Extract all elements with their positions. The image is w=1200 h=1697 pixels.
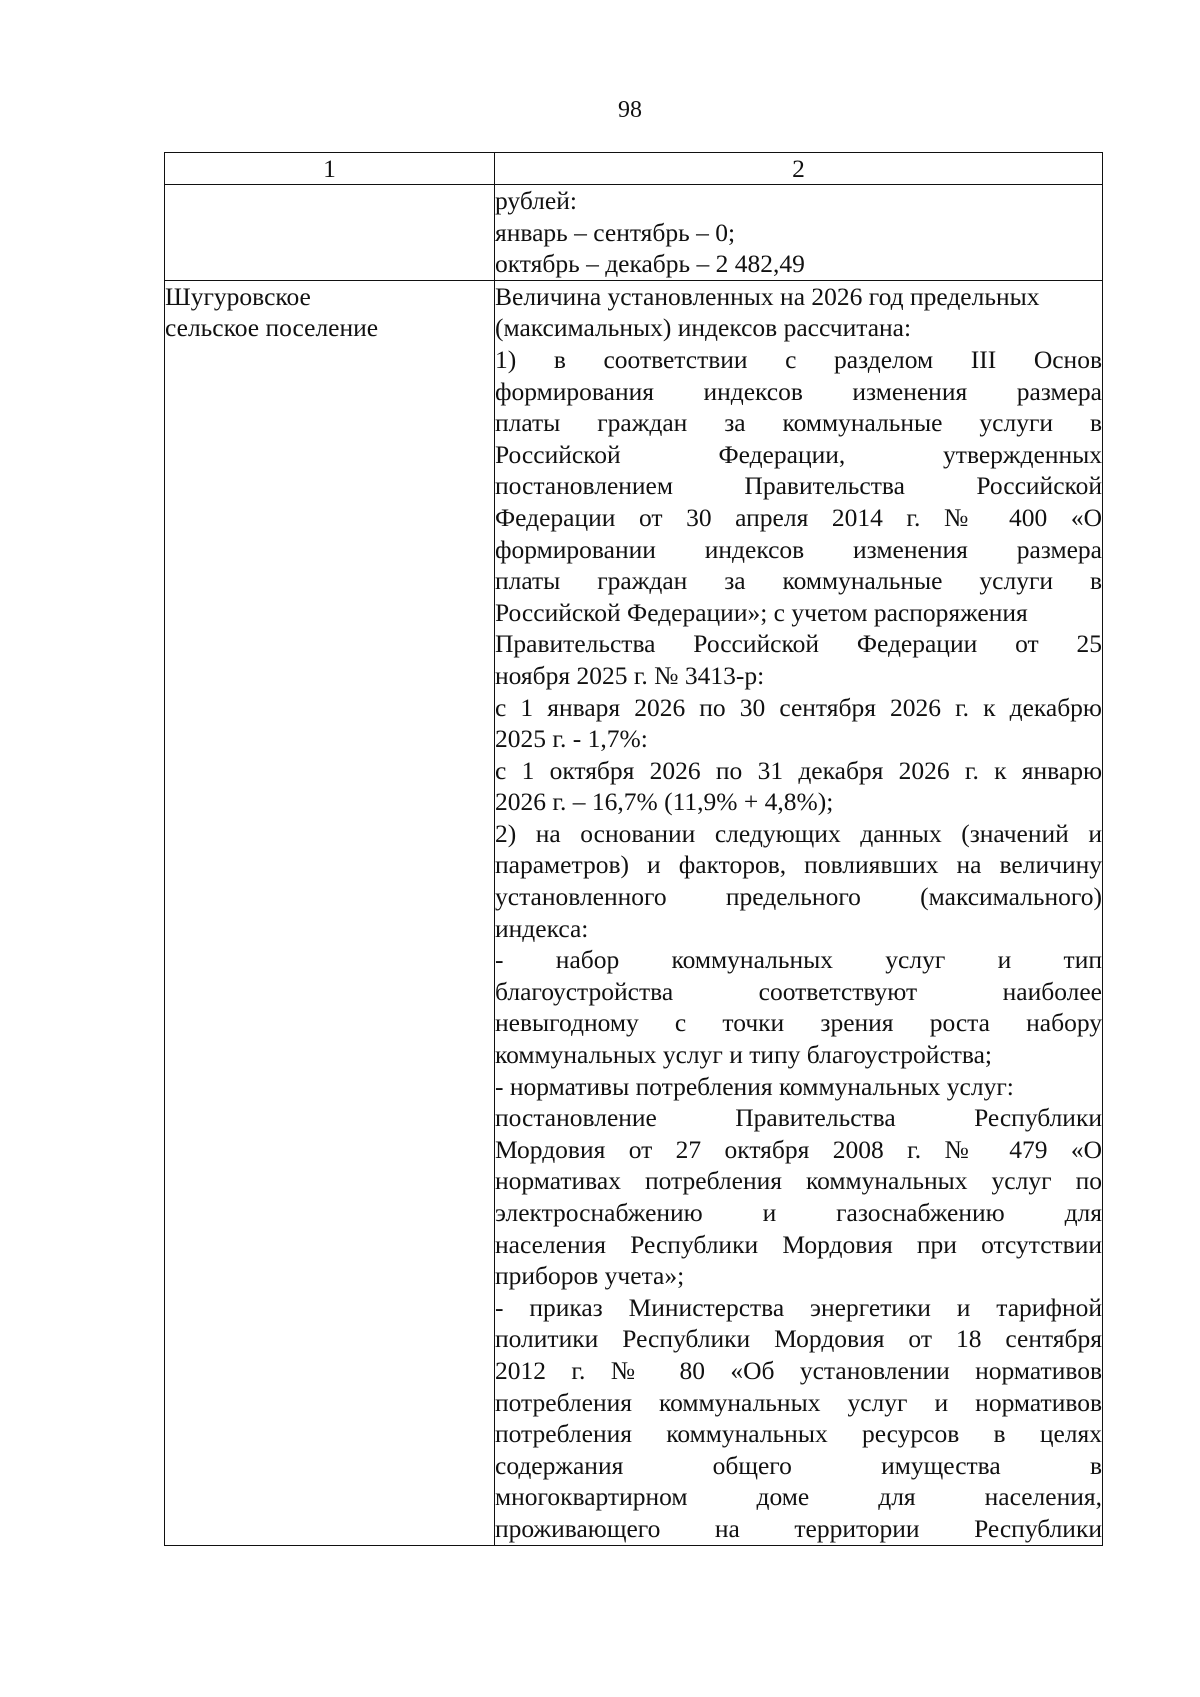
column-header-1: 1 (165, 153, 495, 185)
text-line: Российской Федерации, утвержденных (495, 439, 1102, 469)
text-line: Российской Федерации»; с учетом распоряжения (495, 597, 1028, 627)
text-line: постановлением Правительства Российской (495, 471, 1102, 501)
text-line: потребления коммунальных услуг и нормативов (495, 1387, 1102, 1417)
text-line: многоквартирном доме для населения, (495, 1482, 1102, 1512)
text-line: Правительства Российской Федерации от 25 (495, 629, 1102, 659)
text-line: Мордовия от 27 октября 2008 г. № 479 «О (495, 1134, 1102, 1164)
text-line: коммунальных услуг и типу благоустройства; (495, 1040, 993, 1070)
text-line: 2025 г. - 1,7%: (495, 724, 648, 754)
text-line: рублей: (495, 186, 577, 215)
index-description-cell (495, 280, 1103, 1545)
text-line: приборов учета»; (495, 1261, 685, 1291)
column-header-2: 2 (495, 153, 1103, 185)
text-line: проживающего на территории Республики (495, 1513, 1102, 1543)
text-line: формирования индексов изменения размера (495, 376, 1102, 406)
table-header-row (165, 153, 1103, 185)
text-line: индекса: (495, 913, 589, 943)
document-table (164, 152, 1103, 1546)
text-line: сельское поселение (165, 313, 379, 343)
text-line: невыгодному с точки зрения роста набору (495, 1008, 1102, 1038)
text-line: установленного предельного (максимального) (495, 882, 1102, 912)
page-number: 98 (618, 97, 642, 123)
text-line: с 1 октября 2026 по 31 декабря 2026 г. к январю (495, 755, 1102, 785)
table-row (165, 185, 1103, 281)
text-line: январь – сентябрь – 0; (495, 217, 736, 247)
text-line: населения Республики Мордовия при отсутствии (495, 1229, 1102, 1259)
settlement-name-cell (165, 280, 495, 1545)
text-line: электроснабжению и газоснабжению для (495, 1198, 1102, 1227)
text-line: 2012 г. № 80 «Об установлении нормативов (495, 1355, 1102, 1385)
text-line: 2026 г. – 16,7% (11,9% + 4,8%); (495, 787, 834, 817)
text-line: потребления коммунальных ресурсов в целях (495, 1419, 1102, 1449)
text-line: платы граждан за коммунальные услуги в (495, 408, 1102, 438)
text-line: нормативах потребления коммунальных услуг по (495, 1166, 1102, 1196)
text-line: 1) в соответствии с разделом III Основ (495, 344, 1102, 374)
text-line: Шугуровское (165, 281, 311, 311)
text-line: благоустройства соответствуют наиболее (495, 976, 1102, 1006)
text-line: платы граждан за коммунальные услуги в (495, 566, 1102, 596)
text-line: постановление Правительства Республики (495, 1103, 1102, 1133)
row1-left-cell (165, 185, 495, 281)
text-line: параметров) и факторов, повлиявших на величину (495, 850, 1102, 880)
text-line: формировании индексов изменения размера (495, 534, 1102, 564)
text-line: содержания общего имущества в (495, 1450, 1102, 1480)
text-line: - нормативы потребления коммунальных услуг: (495, 1071, 1014, 1101)
text-line: политики Республики Мордовия от 18 сентября (495, 1324, 1102, 1354)
text-line: октябрь – декабрь – 2 482,49 (495, 249, 805, 279)
table-row (165, 280, 1103, 1545)
text-line: (максимальных) индексов рассчитана: (495, 313, 912, 343)
row1-right-cell (495, 185, 1103, 281)
text-line: ноября 2025 г. № 3413-р: (495, 660, 765, 690)
text-line: - приказ Министерства энергетики и тарифной (495, 1292, 1102, 1322)
text-line: 2) на основании следующих данных (значений и (495, 818, 1102, 848)
text-line: Федерации от 30 апреля 2014 г. № 400 «О (495, 502, 1102, 532)
text-line: - набор коммунальных услуг и тип (495, 945, 1102, 975)
text-line: Величина установленных на 2026 год предельных (495, 281, 1040, 311)
text-line: с 1 января 2026 по 30 сентября 2026 г. к декабрю (495, 692, 1102, 722)
